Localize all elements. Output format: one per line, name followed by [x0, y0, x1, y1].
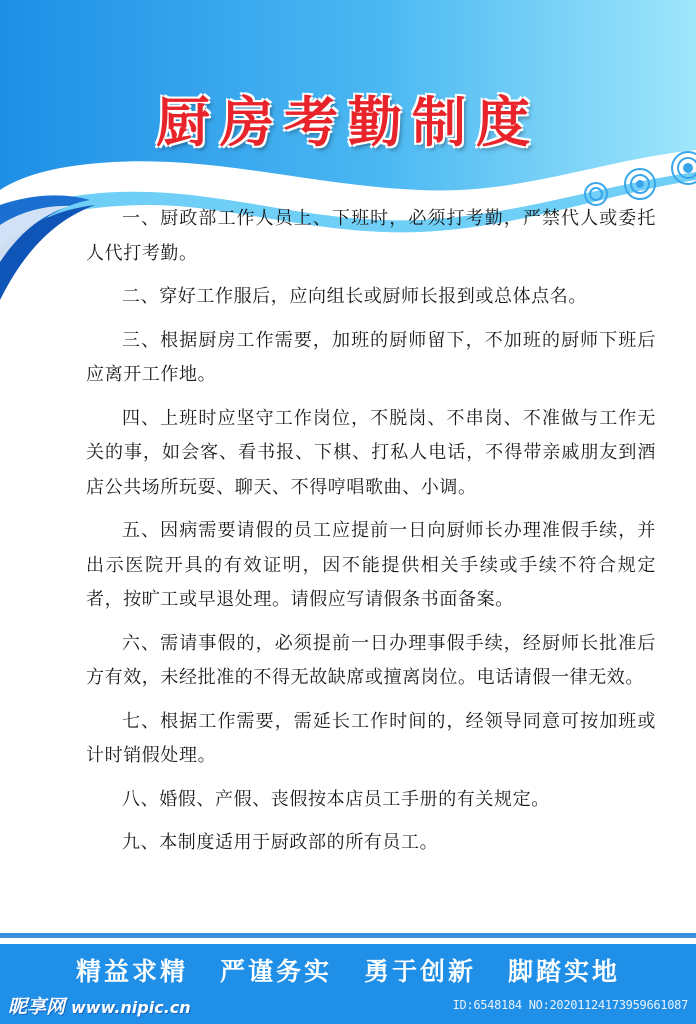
watermark-url: www.nipic.cn [71, 998, 191, 1017]
rules-body [86, 202, 656, 870]
rule-paragraph: 四、上班时应坚守工作岗位，不脱岗、不串岗、不准做与工作无关的事，如会客、看书报、下棋、打私人电话，不得带亲戚朋友到酒店公共场所玩耍、聊天、不得哼唱歌曲、小调。 [86, 407, 656, 498]
slogan-bar [0, 944, 696, 996]
rule-paragraph: 九、本制度适用于厨政部的所有员工。 [122, 832, 439, 853]
rule-paragraph: 三、根据厨房工作需要，加班的厨师留下，不加班的厨师下班后应离开工作地。 [86, 329, 656, 385]
rule-paragraph: 六、需请事假的，必须提前一日办理事假手续，经厨师长批准后方有效，未经批准的不得无故缺席或擅离岗位。电话请假一律无效。 [86, 632, 656, 688]
rule-paragraph: 七、根据工作需要，需延长工作时间的，经领导同意可按加班或计时销假处理。 [86, 710, 656, 766]
slogan-text: 精益求精 [75, 957, 188, 986]
rule-paragraph: 八、婚假、产假、丧假按本店员工手册的有关规定。 [122, 788, 550, 810]
rule-paragraph: 二、穿好工作服后，应向组长或厨师长报到或总体点名。 [122, 286, 587, 307]
slogan-text: 严谨务实 [219, 957, 332, 986]
watermark-logo [8, 992, 191, 1019]
footer-divider [0, 933, 696, 938]
rule-paragraph: 五、因病需要请假的员工应提前一日向厨师长办理准假手续，并出示医院开具的有效证明，因不能提供相关手续或手续不符合规定者，按旷工或早退处理。请假应写请假条书面备案。 [86, 520, 656, 610]
slogan-text: 脚踏实地 [508, 957, 621, 986]
rule-paragraph: 一、厨政部工作人员上、下班时，必须打考勤，严禁代人或委托人代打考勤。 [86, 208, 656, 264]
page-title: 厨房考勤制度 [156, 90, 540, 154]
slogan-text: 勇于创新 [364, 957, 477, 986]
watermark-id: ID:6548184 NO:20201124173959661087 [452, 998, 688, 1012]
watermark-brand: 昵享网 [8, 996, 66, 1018]
